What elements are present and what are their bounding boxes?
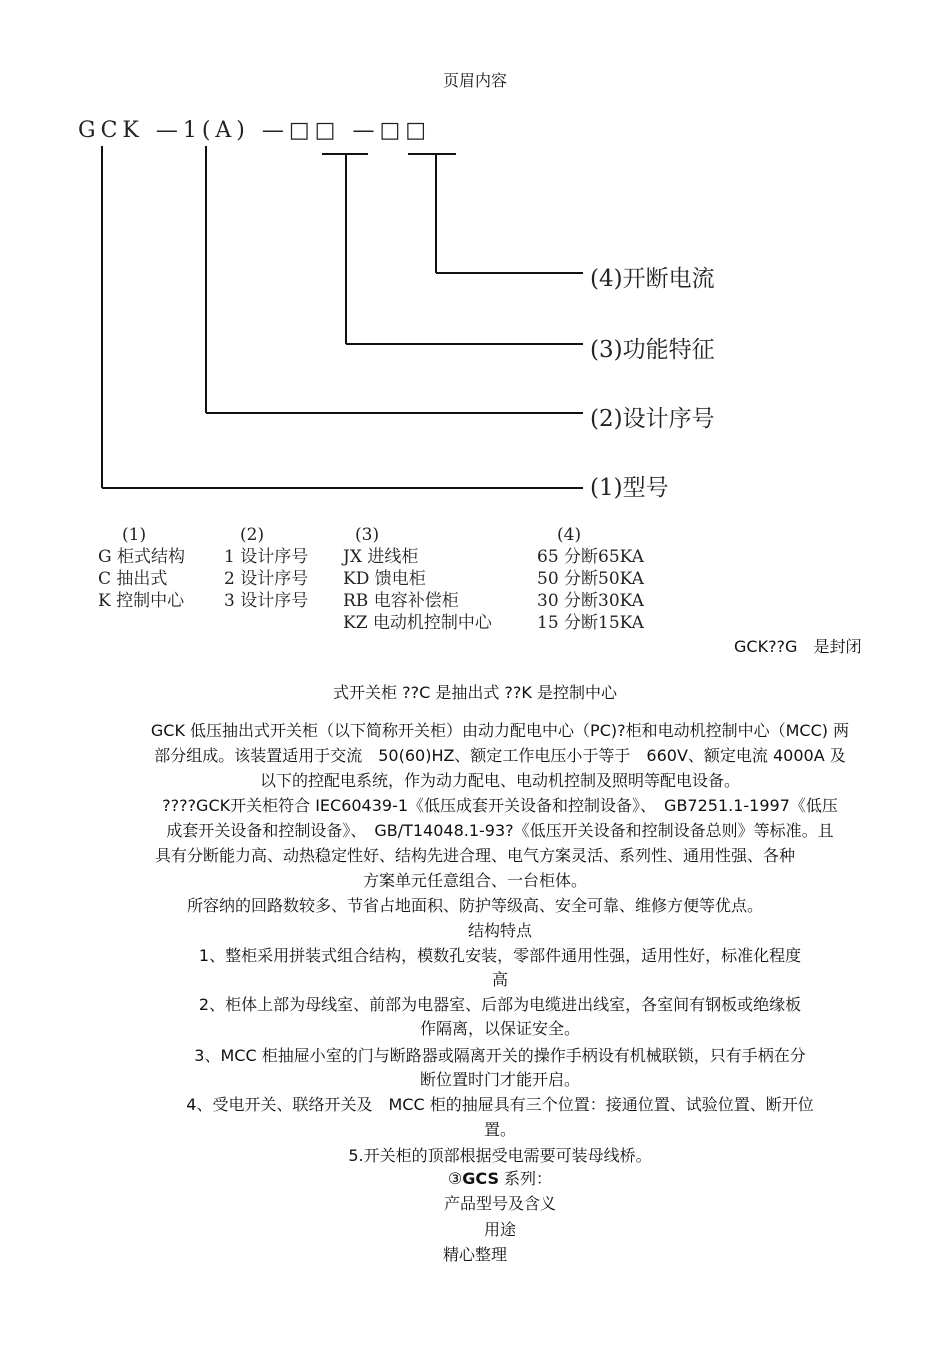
body-line-7: 成套开关设备和控制设备》、 GB/T14048.1-93?《低压开关设备和控制设备总则》等标准。且 xyxy=(166,821,834,840)
feature-3-cont: 断位置时门才能开启。 xyxy=(419,1070,580,1089)
body-line-3: GCK 低压抽出式开关柜（以下简称开关柜）由动力配电中心（PC)?柜和电动机控制中心（MCC) 两 xyxy=(150,721,850,740)
feature-2: 2、柜体上部为母线室、前部为电器室、后部为电缆进出线室，各室间有钢板或绝缘板 xyxy=(198,995,802,1014)
model-code: GCK —1(A) —□□ —□□ xyxy=(78,118,432,143)
legend-col-2: (2) 1 设计序号 2 设计序号 3 设计序号 xyxy=(224,525,309,611)
feature-1: 1、整柜采用拼装式组合结构，模数孔安装，零部件通用性强，适用性好，标准化程度 xyxy=(198,946,802,965)
body-line-1: GCK??G 是封闭 xyxy=(734,637,862,656)
label-model: (1)型号 xyxy=(590,475,669,501)
body-line-5: 以下的控配电系统，作为动力配电、电动机控制及照明等配电设备。 xyxy=(259,771,740,790)
legend-col-4: (4) 65 分断65KA 50 分断50KA 30 分断30KA 15 分断15KA xyxy=(537,525,644,633)
page-header: 页眉内容 xyxy=(442,71,507,90)
section-heading-structure: 结构特点 xyxy=(467,921,532,940)
body-line-10: 所容纳的回路数较多、节省占地面积、防护等级高、安全可靠、维修方便等优点。 xyxy=(186,896,763,915)
subheading-model-meaning: 产品型号及含义 xyxy=(443,1194,556,1213)
body-line-8: 具有分断能力高、动热稳定性好、结构先进合理、电气方案灵活、系列性、通用性强、各种 xyxy=(154,846,795,865)
label-design-number: (2)设计序号 xyxy=(590,406,715,432)
feature-2-cont: 作隔离，以保证安全。 xyxy=(419,1019,580,1038)
diagram-lines xyxy=(0,0,950,520)
body-line-4: 部分组成。该装置适用于交流 50(60)HZ、额定工作电压小于等于 660V、额定电流 4000A 及 xyxy=(154,746,846,765)
subheading-usage: 用途 xyxy=(483,1220,516,1239)
legend-col-1: (1) G 柜式结构 C 抽出式 K 控制中心 xyxy=(98,525,185,611)
legend-col-3: (3) JX 进线柜 KD 馈电柜 RB 电容补偿柜 KZ 电动机控制中心 xyxy=(343,525,492,633)
body-line-6: ????GCK开关柜符合 IEC60439-1《低压成套开关设备和控制设备》、 GB7251.1-1997《低压 xyxy=(162,796,838,815)
section-heading-gcs: ③GCS 系列： xyxy=(447,1169,553,1188)
body-line-2: 式开关柜 ??C 是抽出式 ??K 是控制中心 xyxy=(333,683,617,702)
feature-3: 3、MCC 柜抽屉小室的门与断路器或隔离开关的操作手柄设有机械联锁，只有手柄在分 xyxy=(194,1046,806,1065)
feature-4-cont: 置。 xyxy=(483,1120,516,1139)
feature-1-cont: 高 xyxy=(491,970,508,989)
label-breaking-current: (4)开断电流 xyxy=(590,266,715,292)
label-function-feature: (3)功能特征 xyxy=(590,337,715,363)
body-line-9: 方案单元任意组合、一台柜体。 xyxy=(362,871,587,890)
feature-5: 5.开关柜的顶部根据受电需要可装母线桥。 xyxy=(348,1146,652,1165)
page-footer: 精心整理 xyxy=(442,1245,507,1264)
feature-4: 4、受电开关、联络开关及 MCC 柜的抽屉具有三个位置：接通位置、试验位置、断开位 xyxy=(186,1095,814,1114)
